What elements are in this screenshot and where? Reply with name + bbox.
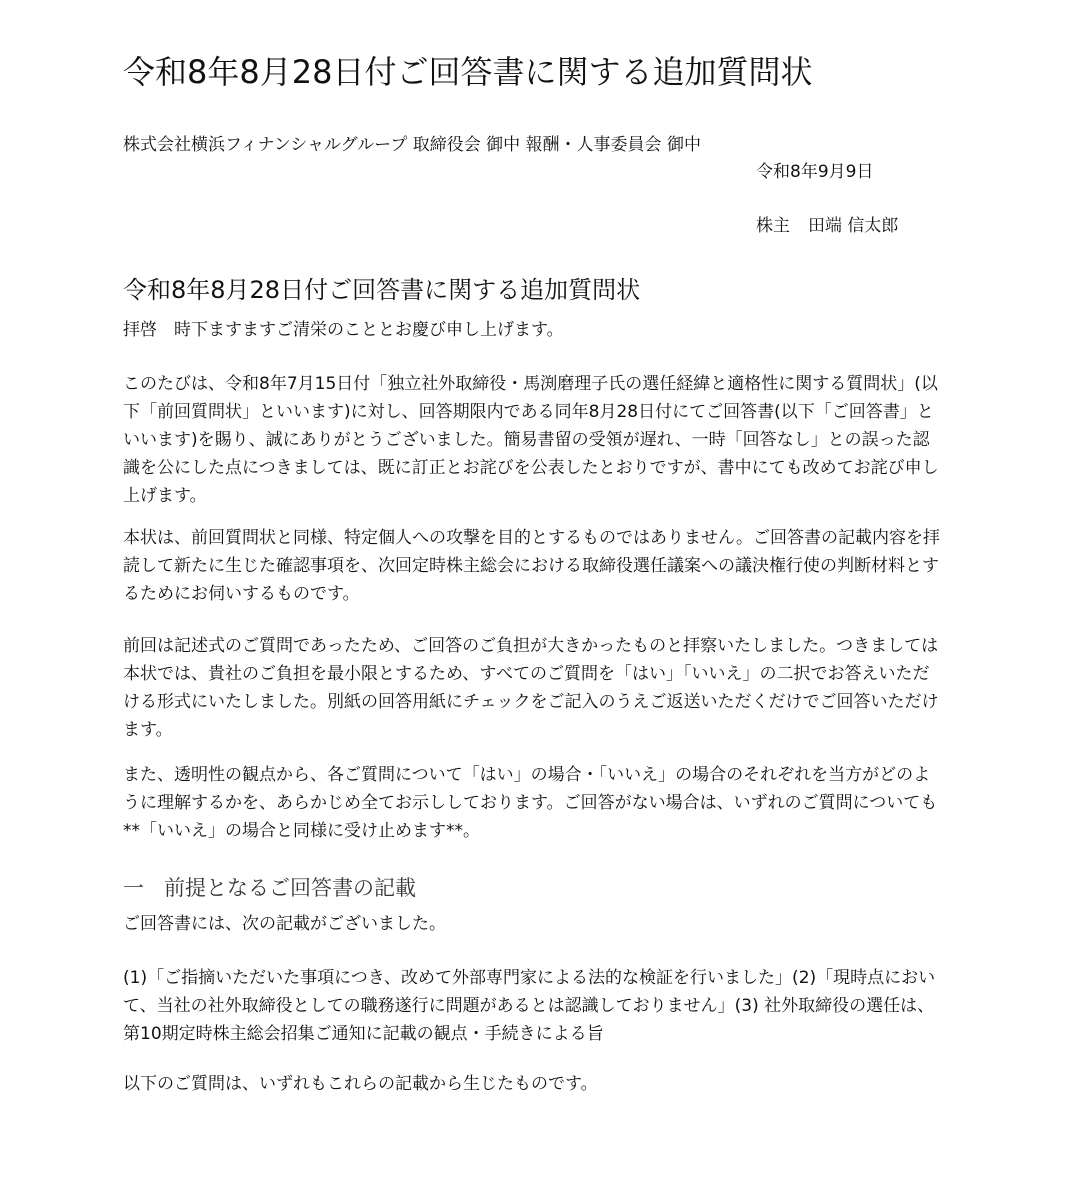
quoted-items: (1)「ご指摘いただいた事項につき、改めて外部専門家による法的な検証を行いました」(2)「現時点において、当社の社外取締役としての職務遂行に問題があるとは認識しておりません」(3) 社外取締役の選任は、第10期定時株主総会招集ご通知に記載の観点・手続きによる旨 — [123, 968, 936, 1044]
section-heading-text: 前提となるご回答書の記載 — [164, 876, 416, 900]
body-paragraph-1: このたびは、令和8年7月15日付「独立社外取締役・馬渕磨理子氏の選任経緯と適格性に関する質問状」(以下「前回質問状」といいます)に対し、回答期限内である同年8月28日付にてご回答書(以下「ご回答書」といいます)を賜り、誠にありがとうございました。簡易書留の受領が遅れ、一時「回答なし」との誤った認識を公にした点につきましては、既に訂正とお詫びを公表したとおりですが、書中にても改めてお詫び申し上げます。 — [123, 374, 939, 506]
document-title: 令和8年8月28日付ご回答書に関する追加質問状 — [123, 53, 813, 91]
letter-subtitle: 令和8年8月28日付ご回答書に関する追加質問状 — [123, 276, 641, 304]
sender-name: 田端 信太郎 — [808, 216, 899, 236]
section-closing: 以下のご質問は、いずれもこれらの記載から生じたものです。 — [123, 1074, 598, 1094]
section-number: 一 — [123, 876, 144, 900]
sender-role: 株主 — [756, 216, 790, 236]
body-paragraph-3: 前回は記述式のご質問であったため、ご回答のご負担が大きかったものと拝察いたしました。つきましては本状では、貴社のご負担を最小限とするため、すべてのご質問を「はい」「いいえ」の二択でお答えいただける形式にいたしました。別紙の回答用紙にチェックをご記入のうえご返送いただくだけでご回答いただけます。 — [123, 636, 939, 740]
section-intro: ご回答書には、次の記載がございました。 — [123, 914, 446, 934]
greeting-paragraph: 拝啓 時下ますますご清栄のこととお慶び申し上げます。 — [123, 320, 564, 340]
body-paragraph-2: 本状は、前回質問状と同様、特定個人への攻撃を目的とするものではありません。ご回答書の記載内容を拝読して新たに生じた確認事項を、次回定時株主総会における取締役選任議案への議決権行使の判断材料とするためにお伺いするものです。 — [123, 528, 941, 604]
body-paragraph-4: また、透明性の観点から、各ご質問について「はい」の場合・「いいえ」の場合のそれぞれを当方がどのように理解するかを、あらかじめ全てお示ししております。ご回答がない場合は、いずれのご質問についても**「いいえ」の場合と同様に受け止めます**。 — [123, 765, 938, 841]
sender-line — [756, 213, 898, 239]
letter-date: 令和8年9月9日 — [756, 162, 874, 182]
addressee-line: 株式会社横浜フィナンシャルグループ 取締役会 御中 報酬・人事委員会 御中 — [123, 135, 701, 155]
section-heading — [123, 872, 416, 904]
